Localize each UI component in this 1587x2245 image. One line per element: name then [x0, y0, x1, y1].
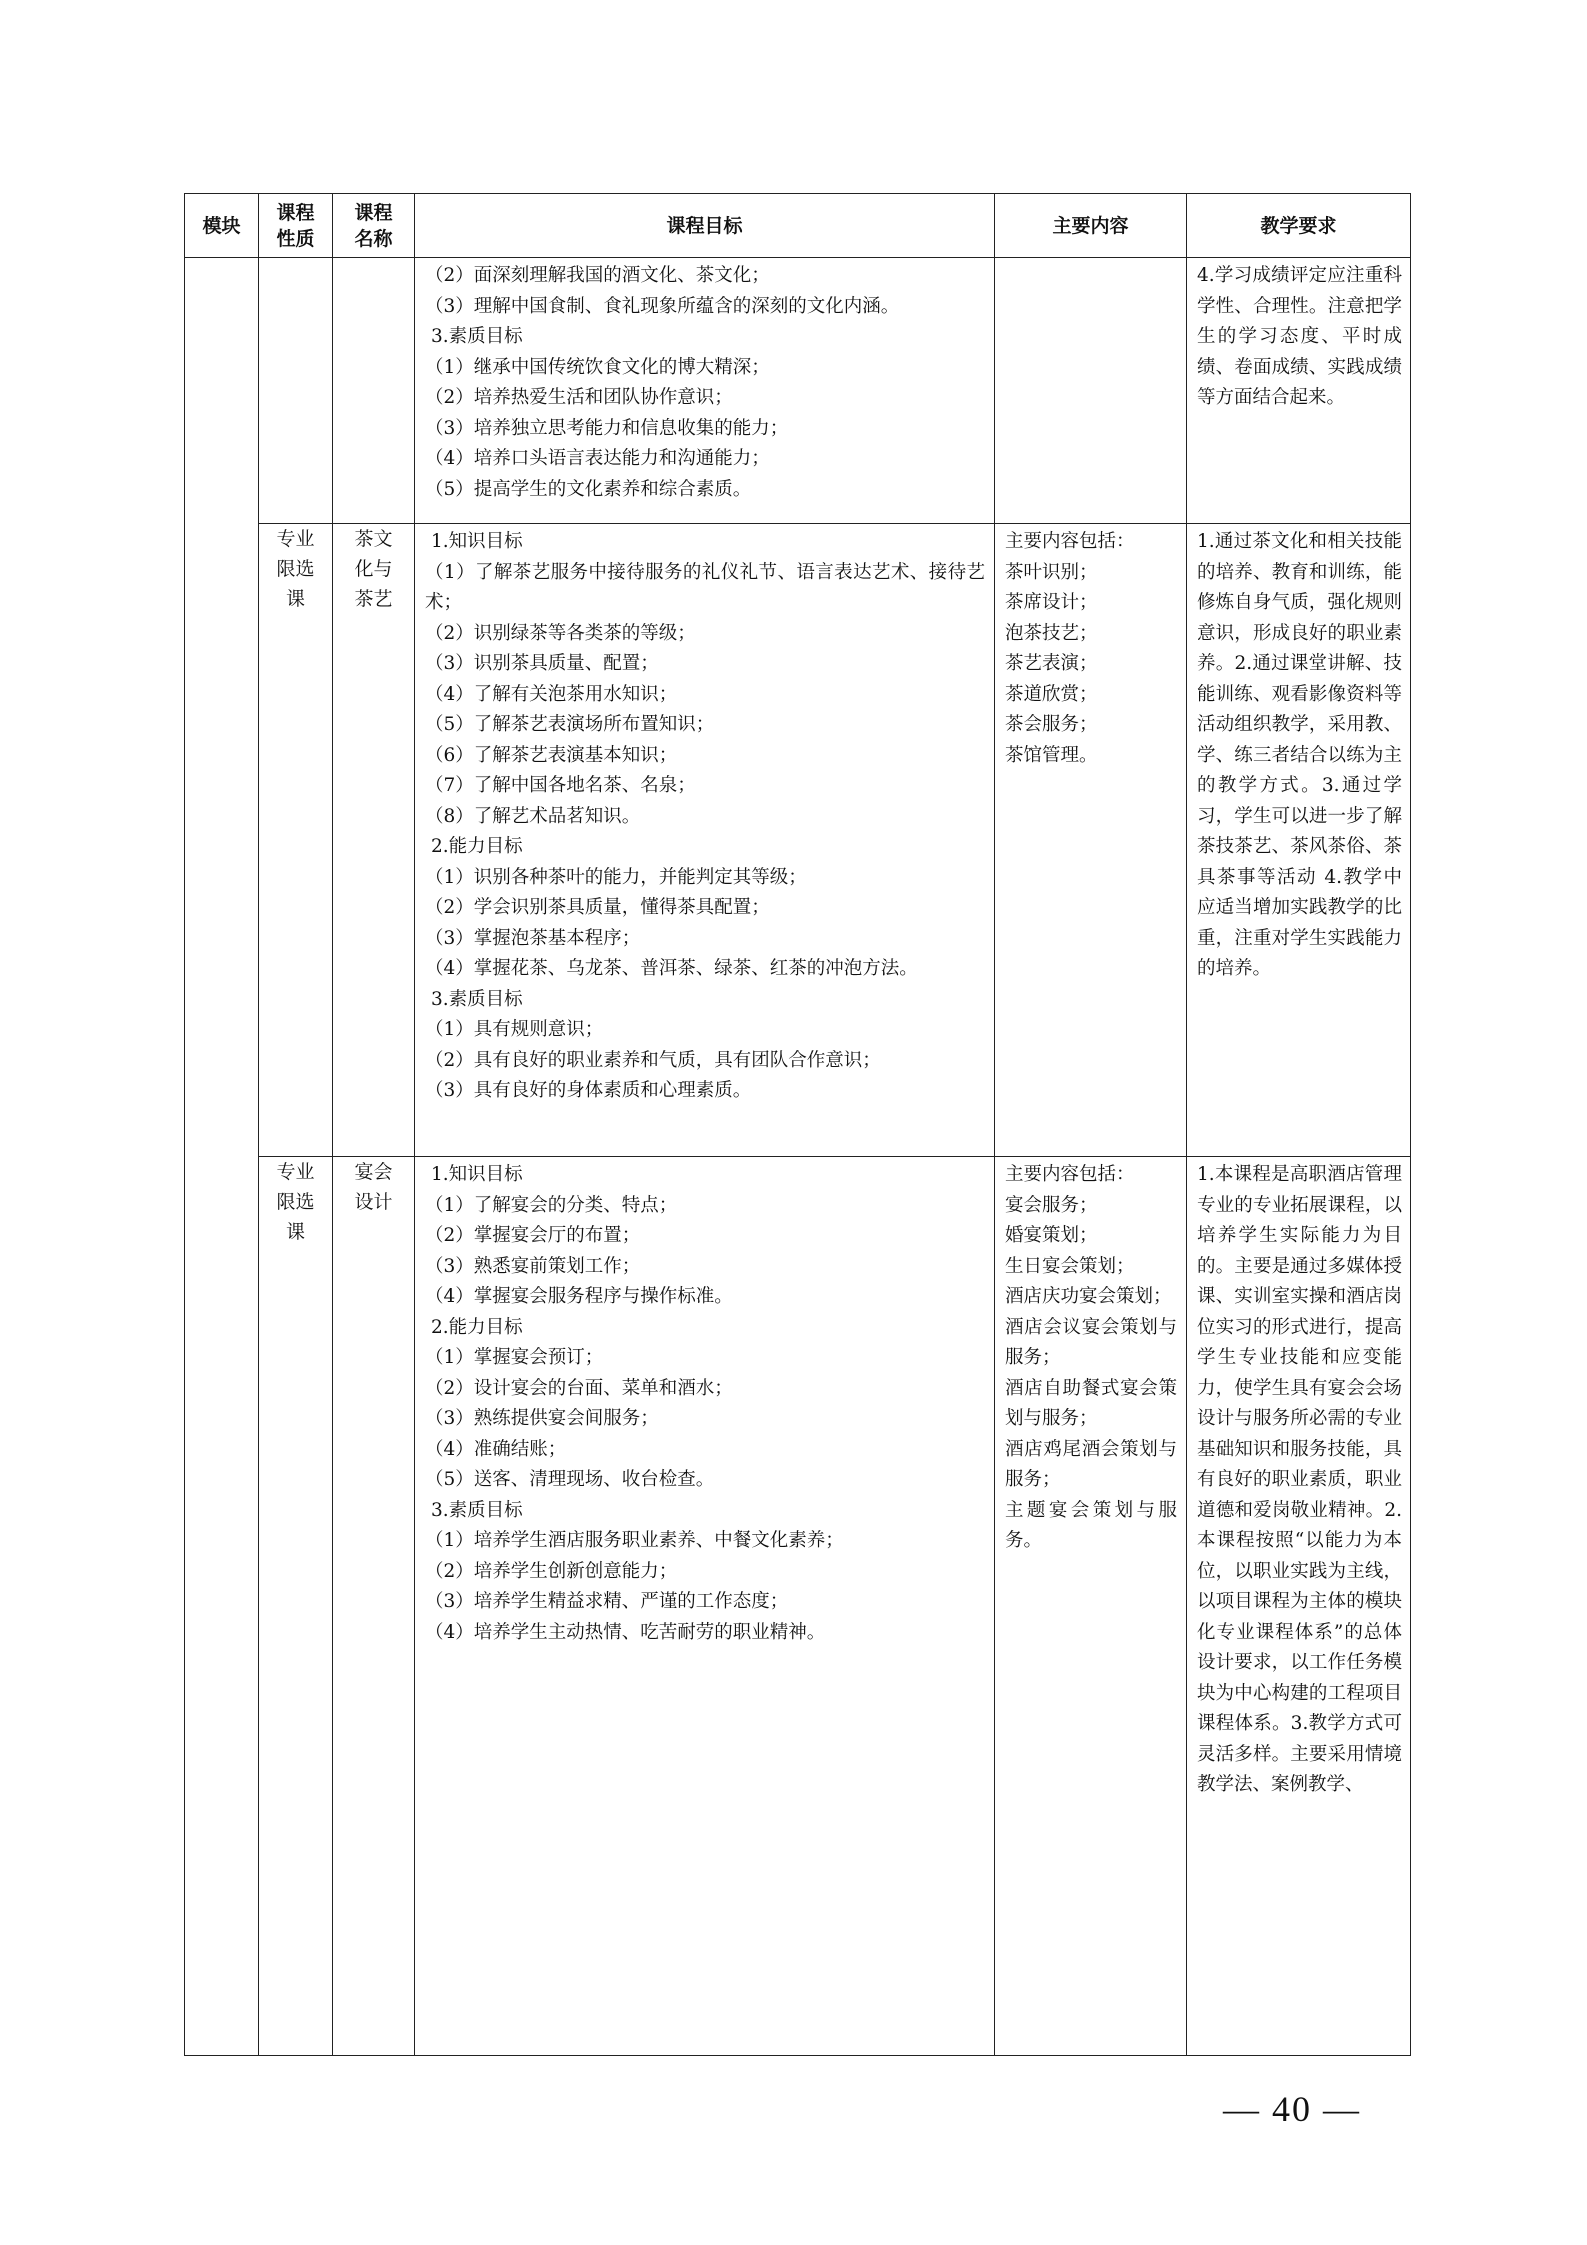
content-line: 主要内容包括：	[1005, 531, 1135, 552]
content-line: 主要内容包括：	[1005, 1164, 1135, 1185]
header-course-goals	[415, 194, 995, 258]
goal-line: （6）了解茶艺表演基本知识；	[425, 744, 678, 766]
module-cell	[185, 258, 259, 2056]
goal-line: （4）掌握宴会服务程序与操作标准。	[425, 1286, 733, 1307]
course-name-text: 宴会设计	[354, 1161, 393, 1213]
goal-line: （3）培养独立思考能力和信息收集的能力；	[425, 417, 789, 439]
goal-line: 2.能力目标	[431, 1316, 523, 1338]
header-row	[185, 194, 1411, 258]
header-module	[185, 194, 259, 258]
page-number: — 40 —	[1223, 2089, 1361, 2129]
content-line: 婚宴策划；	[1005, 1225, 1098, 1246]
content-line: 茶会服务；	[1005, 714, 1098, 735]
goal-line: 3.素质目标	[431, 326, 523, 347]
main-content-cell	[995, 258, 1187, 524]
goal-line: 1.知识目标	[431, 531, 523, 552]
content-line: 茶馆管理。	[1005, 744, 1098, 766]
requirements-text: 4.学习成绩评定应注重科学性、合理性。注意把学生的学习态度、平时成绩、卷面成绩、实践成绩等方面结合起来。	[1197, 265, 1402, 408]
course-goals-cell	[415, 524, 995, 1157]
goal-line: （2）学会识别茶具质量，懂得茶具配置；	[425, 897, 770, 918]
content-line: 茶道欣赏；	[1005, 683, 1098, 705]
goal-line: （5）送客、清理现场、收台检查。	[425, 1469, 715, 1490]
goal-line: （3）培养学生精益求精、严谨的工作态度；	[425, 1591, 789, 1612]
goal-line: （4）掌握花茶、乌龙茶、普洱茶、绿茶、红茶的冲泡方法。	[425, 958, 918, 979]
table-row	[185, 258, 1411, 524]
goal-line: （4）培养学生主动热情、吃苦耐劳的职业精神。	[425, 1621, 826, 1643]
header-main-content-text: 主要内容	[1052, 214, 1129, 237]
course-nature-cell	[259, 524, 333, 1157]
course-goals-cell	[415, 258, 995, 524]
course-goals-cell	[415, 1157, 995, 2056]
goal-line: （4）准确结账；	[425, 1438, 567, 1460]
course-nature-cell	[259, 258, 333, 524]
table-row	[185, 524, 1411, 1157]
course-name-cell	[333, 1157, 415, 2056]
goal-line: （1）了解茶艺服务中接待服务的礼仪礼节、语言表达艺术、接待艺术；	[425, 561, 985, 613]
course-name-cell	[333, 258, 415, 524]
goal-line: （2）具有良好的职业素养和气质，具有团队合作意识；	[425, 1049, 881, 1071]
teaching-requirements-cell	[1187, 524, 1411, 1157]
goal-line: 3.素质目标	[431, 1499, 523, 1521]
header-course-name	[333, 194, 415, 258]
header-module-text: 模块	[202, 214, 241, 237]
goal-line: （3）理解中国食制、食礼现象所蕴含的深刻的文化内涵。	[425, 295, 900, 317]
requirements-text: 1.本课程是高职酒店管理专业的专业拓展课程，以培养学生实际能力为目的。主要是通过多媒体授课、实训室实操和酒店岗位实习的形式进行，提高学生专业技能和应变能力，使学生具有宴会会场设计与服务所必需的专业基础知识和服务技能，具有良好的职业素质，职业道德和爱岗敬业精神。2.本课程按照“以能力为本位，以职业实践为主线，以项目课程为主体的模块化专业课程体系”的总体设计要求，以工作任务模块为中心构建的工程项目课程体系。3.教学方式可灵活多样。主要采用情境教学法、案例教学、	[1197, 1164, 1402, 1795]
goal-line: （8）了解艺术品茗知识。	[425, 805, 641, 827]
content-line: 酒店自助餐式宴会策划与服务；	[1005, 1377, 1177, 1429]
goal-line: （7）了解中国各地名茶、名泉；	[425, 775, 696, 796]
goal-line: （2）培养学生创新创意能力；	[425, 1560, 678, 1582]
goal-line: （5）了解茶艺表演场所布置知识；	[425, 714, 715, 735]
goal-line: （3）熟练提供宴会间服务；	[425, 1408, 659, 1429]
goal-line: （4）了解有关泡茶用水知识；	[425, 683, 678, 705]
course-nature-cell	[259, 1157, 333, 2056]
content-line: 酒店会议宴会策划与服务；	[1005, 1316, 1177, 1368]
goal-line: （1）继承中国传统饮食文化的博大精深；	[425, 356, 770, 378]
content-line: 茶叶识别；	[1005, 561, 1098, 583]
content-line: 茶席设计；	[1005, 592, 1098, 613]
goal-line: （2）面深刻理解我国的酒文化、茶文化；	[425, 265, 770, 286]
goal-line: （5）提高学生的文化素养和综合素质。	[425, 478, 752, 500]
header-teaching-requirements-text: 教学要求	[1260, 214, 1337, 237]
goal-line: （4）培养口头语言表达能力和沟通能力；	[425, 448, 770, 469]
header-course-goals-text: 课程目标	[666, 214, 743, 237]
header-teaching-requirements	[1187, 194, 1411, 258]
goal-line: 3.素质目标	[431, 988, 523, 1010]
course-nature-text: 专业限选课	[276, 528, 315, 610]
goal-line: （3）具有良好的身体素质和心理素质。	[425, 1080, 752, 1101]
goal-line: （3）掌握泡茶基本程序；	[425, 927, 641, 949]
content-line: 茶艺表演；	[1005, 653, 1098, 674]
course-name-cell	[333, 524, 415, 1157]
requirements-text: 1.通过茶文化和相关技能的培养、教育和训练，能修炼自身气质，强化规则意识，形成良好的职业素养。2.通过课堂讲解、技能训练、观看影像资料等活动组织教学，采用教、学、练三者结合以练为主的教学方式。3.通过学习，学生可以进一步了解茶技茶艺、茶风茶俗、茶具茶事等活动 4.教学中应适当增加实践教学的比重，注重对学生实践能力的培养。	[1197, 531, 1402, 979]
course-name-text: 茶文化与茶艺	[354, 528, 393, 610]
header-course-nature	[259, 194, 333, 258]
goal-line: （1）培养学生酒店服务职业素养、中餐文化素养；	[425, 1530, 844, 1551]
main-content-cell	[995, 524, 1187, 1157]
goal-line: （1）识别各种茶叶的能力，并能判定其等级；	[425, 866, 807, 888]
content-line: 酒店庆功宴会策划；	[1005, 1286, 1172, 1307]
goal-line: （3）识别茶具质量、配置；	[425, 653, 659, 674]
goal-line: （1）掌握宴会预订；	[425, 1347, 604, 1368]
goal-line: （3）熟悉宴前策划工作；	[425, 1255, 641, 1277]
goal-line: （2）掌握宴会厅的布置；	[425, 1225, 641, 1246]
course-table	[184, 193, 1411, 2056]
content-line: 宴会服务；	[1005, 1194, 1098, 1216]
teaching-requirements-cell	[1187, 1157, 1411, 2056]
header-course-nature-text: 课程 性质	[276, 201, 315, 250]
goal-line: 2.能力目标	[431, 836, 523, 857]
main-content-cell	[995, 1157, 1187, 2056]
course-nature-text: 专业限选课	[276, 1161, 315, 1243]
goal-line: 1.知识目标	[431, 1164, 523, 1185]
goal-line: （1）具有规则意识；	[425, 1019, 604, 1040]
goal-line: （1）了解宴会的分类、特点；	[425, 1194, 678, 1216]
content-line: 泡茶技艺；	[1005, 622, 1098, 644]
header-course-name-text: 课程 名称	[354, 201, 393, 250]
content-line: 生日宴会策划；	[1005, 1255, 1135, 1277]
content-line: 酒店鸡尾酒会策划与服务；	[1005, 1438, 1177, 1490]
content-line: 主题宴会策划与服务。	[1005, 1499, 1177, 1551]
header-main-content	[995, 194, 1187, 258]
goal-line: （2）培养热爱生活和团队协作意识；	[425, 387, 733, 408]
table-row	[185, 1157, 1411, 2056]
goal-line: （2）识别绿茶等各类茶的等级；	[425, 622, 696, 644]
goal-line: （2）设计宴会的台面、菜单和酒水；	[425, 1377, 733, 1399]
teaching-requirements-cell	[1187, 258, 1411, 524]
